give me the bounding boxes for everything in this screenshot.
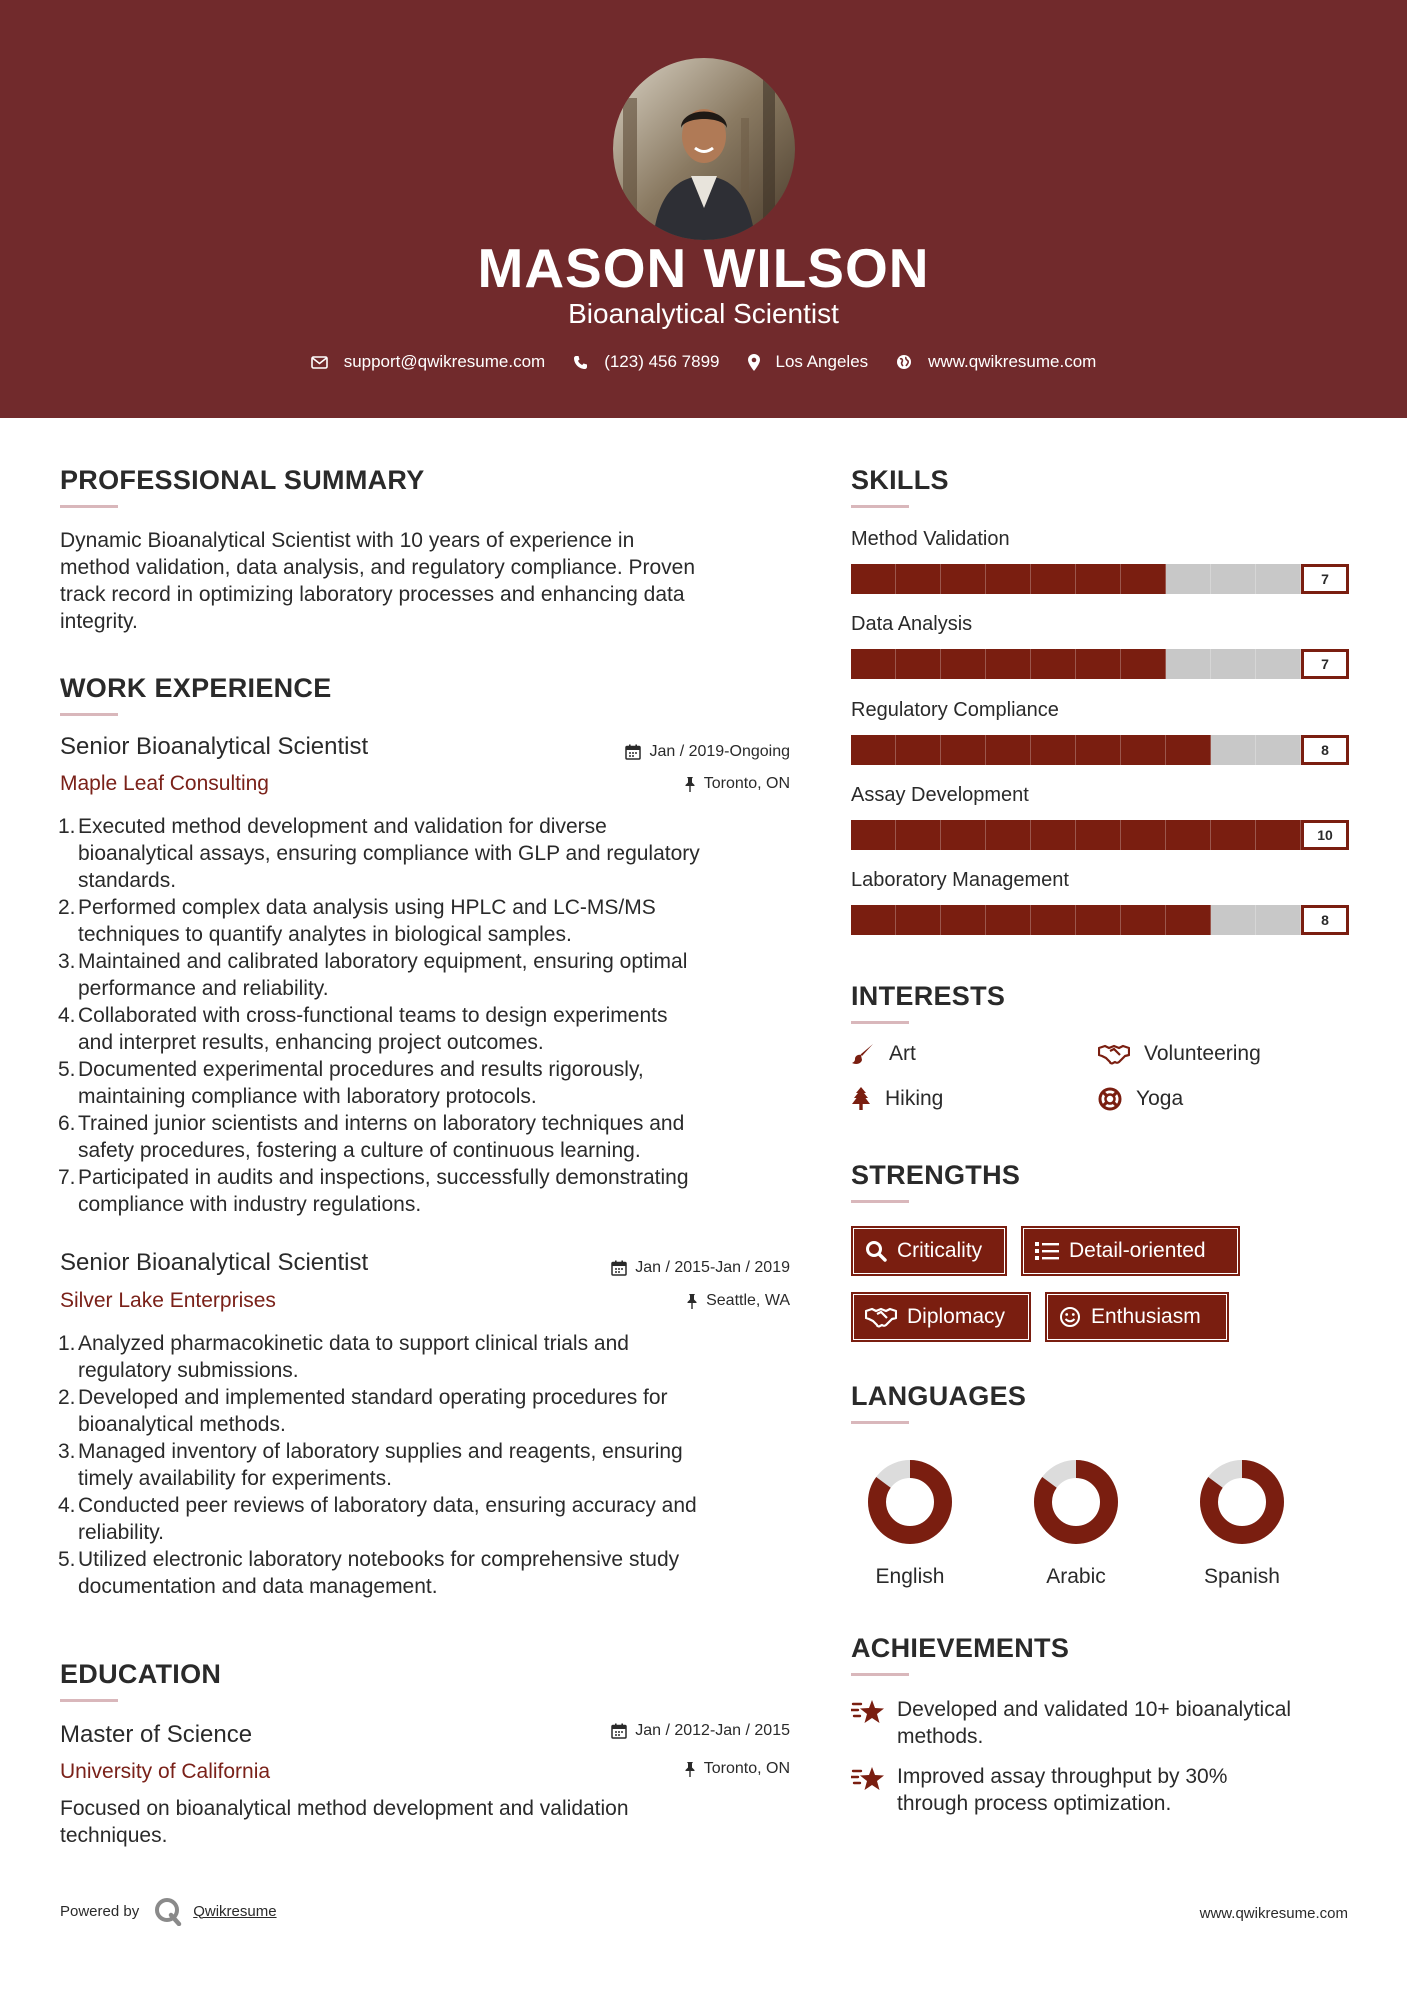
skill-bar-segment <box>1076 564 1121 594</box>
experience-title: WORK EXPERIENCE <box>60 673 332 703</box>
list-item: 7. Participated in audits and inspections, successfully demonstrating compliance with industry regulations. <box>58 1166 689 1216</box>
list-item: 2. Developed and implemented standard operating procedures for bioanalytical methods. <box>58 1386 668 1436</box>
contact-phone[interactable] <box>573 352 719 372</box>
skill-bar-segment <box>1166 649 1211 679</box>
skill-bar-segment <box>1031 649 1076 679</box>
strength-label: Criticality <box>897 1239 983 1262</box>
calendar-icon <box>611 1260 627 1276</box>
skill-bar-segment <box>1211 905 1256 935</box>
skill-level-value: 7 <box>1301 564 1349 594</box>
skill-bar-segment <box>896 735 941 765</box>
skill-bar-segment <box>1076 820 1121 850</box>
contact-location <box>748 352 869 372</box>
education-location-text: Toronto, ON <box>703 1760 790 1777</box>
interest-hiking <box>851 1087 943 1111</box>
phone-icon <box>573 355 588 370</box>
powered-by-text: Powered by <box>60 1902 140 1920</box>
job-responsibilities <box>60 1330 805 1600</box>
achievement-item: Developed and validated 10+ bioanalytical methods. <box>851 1696 1371 1750</box>
skill-bar-segment <box>1031 820 1076 850</box>
skills-title: SKILLS <box>851 465 949 495</box>
skill-bar-segment <box>1076 905 1121 935</box>
education-title: EDUCATION <box>60 1659 222 1689</box>
tree-icon <box>851 1087 871 1111</box>
skill-bar-segment <box>941 735 986 765</box>
skill-bar <box>851 735 1349 765</box>
list-item: 1. Executed method development and validation for diverse bioanalytical assays, ensuring compliance with GLP and regulatory standards. <box>58 815 700 892</box>
interest-label: Volunteering <box>1144 1042 1261 1065</box>
strength-label: Enthusiasm <box>1091 1305 1201 1328</box>
handshake-icon <box>1098 1043 1130 1065</box>
skill-bar-segment <box>1076 649 1121 679</box>
list-item: 2. Performed complex data analysis using HPLC and LC-MS/MS techniques to quantify analytes in biological samples. <box>58 896 656 946</box>
pushpin-icon <box>686 1293 698 1309</box>
education-underline <box>60 1699 118 1702</box>
language-donut <box>1032 1458 1120 1546</box>
skill-bar-segment <box>986 820 1031 850</box>
skill-bar-segment <box>1121 564 1166 594</box>
skill-label: Assay Development <box>851 784 1029 806</box>
lifebuoy-icon <box>1098 1087 1122 1111</box>
skill-bar-segment <box>986 735 1031 765</box>
skill-bar-segment <box>1211 649 1256 679</box>
skill-bar-segment <box>941 564 986 594</box>
skill-bar <box>851 564 1349 594</box>
job-date-text: Jan / 2015-Jan / 2019 <box>635 1259 790 1276</box>
skill-bar-segment <box>851 735 896 765</box>
skill-bar-segment <box>1121 820 1166 850</box>
list-icon <box>1035 1241 1059 1261</box>
summary-line: method validation, data analysis, and regulatory compliance. Proven <box>60 556 696 579</box>
summary-line: integrity. <box>60 610 138 633</box>
list-item: 6. Trained junior scientists and interns on laboratory techniques and safety procedures, fostering a culture of continuous learning. <box>58 1112 685 1162</box>
school-name: University of California <box>60 1760 271 1783</box>
degree-title: Master of Science <box>60 1721 253 1748</box>
languages-underline <box>851 1421 909 1424</box>
skill-level-value: 10 <box>1301 820 1349 850</box>
languages-title: LANGUAGES <box>851 1381 1027 1411</box>
skill-bar-segment <box>1121 735 1166 765</box>
skill-bar-segment <box>1121 649 1166 679</box>
skill-bar-segment <box>896 820 941 850</box>
language-donut <box>866 1458 954 1546</box>
map-pin-icon <box>748 354 760 371</box>
skill-bar-segment <box>986 564 1031 594</box>
contact-phone-text: (123) 456 7899 <box>604 352 720 371</box>
list-item: 3. Managed inventory of laboratory supplies and reagents, ensuring timely availability for experiments. <box>58 1440 683 1490</box>
contact-bar <box>0 352 1407 372</box>
summary-title: PROFESSIONAL SUMMARY <box>60 465 425 495</box>
skills-underline <box>851 505 909 508</box>
language-arabic <box>1016 1458 1136 1589</box>
company-name: Maple Leaf Consulting <box>60 772 269 795</box>
skill-label: Laboratory Management <box>851 869 1069 891</box>
skill-bar <box>851 649 1349 679</box>
qwikresume-link[interactable]: Qwikresume <box>193 1902 277 1920</box>
footer-powered-by <box>60 1896 277 1926</box>
list-item: 4. Collaborated with cross-functional teams to design experiments and interpret results, enhancing project outcomes. <box>58 1004 668 1054</box>
strengths-underline <box>851 1200 909 1203</box>
strength-chip <box>851 1292 1031 1342</box>
interest-volunteering <box>1098 1042 1261 1066</box>
skill-label: Data Analysis <box>851 613 973 635</box>
company-name: Silver Lake Enterprises <box>60 1289 276 1312</box>
job-date <box>540 1259 790 1277</box>
contact-email-text: support@qwikresume.com <box>343 352 546 371</box>
strength-chip <box>1021 1226 1240 1276</box>
job-location-text: Toronto, ON <box>703 775 790 792</box>
summary-text <box>60 527 800 635</box>
list-item: 5. Documented experimental procedures and results rigorously, maintaining compliance with laboratory protocols. <box>58 1058 644 1108</box>
interests-underline <box>851 1021 909 1024</box>
qwikresume-logo-icon <box>153 1896 183 1926</box>
strength-label: Detail-oriented <box>1069 1239 1206 1262</box>
skill-bar-segment <box>1166 735 1211 765</box>
skill-bar-segment <box>1256 649 1301 679</box>
interest-yoga <box>1098 1087 1183 1111</box>
skill-bar-segment <box>1166 905 1211 935</box>
skill-bar-segment <box>896 564 941 594</box>
summary-underline <box>60 505 118 508</box>
skill-bar-segment <box>1256 735 1301 765</box>
envelope-icon <box>311 356 328 369</box>
footer-website[interactable]: www.qwikresume.com <box>1199 1905 1348 1922</box>
skill-bar-segment <box>1031 905 1076 935</box>
skill-bar-segment <box>1256 564 1301 594</box>
education-date <box>540 1722 790 1740</box>
skill-bar-segment <box>1076 735 1121 765</box>
skill-level-value: 8 <box>1301 905 1349 935</box>
job-responsibilities <box>60 813 805 1218</box>
list-item: 4. Conducted peer reviews of laboratory data, ensuring accuracy and reliability. <box>58 1494 697 1544</box>
pushpin-icon <box>684 776 696 792</box>
job-location-text: Seattle, WA <box>706 1292 790 1309</box>
skill-bar-segment <box>1166 564 1211 594</box>
job-location <box>560 775 790 793</box>
achievements-underline <box>851 1673 909 1676</box>
paintbrush-icon <box>851 1042 875 1066</box>
job-location <box>560 1292 790 1310</box>
profile-photo <box>613 58 795 240</box>
globe-icon <box>896 354 912 370</box>
contact-website-text: www.qwikresume.com <box>928 352 1097 371</box>
interests-title: INTERESTS <box>851 981 1006 1011</box>
interest-label: Yoga <box>1136 1087 1184 1110</box>
summary-line: track record in optimizing laboratory processes and enhancing data <box>60 583 685 606</box>
skill-bar-segment <box>1211 735 1256 765</box>
interest-label: Art <box>889 1042 916 1065</box>
language-label: Arabic <box>1046 1565 1106 1588</box>
skill-bar-segment <box>1211 564 1256 594</box>
calendar-icon <box>625 744 641 760</box>
skill-bar-segment <box>1211 820 1256 850</box>
job-date <box>560 743 790 761</box>
job-title: Senior Bioanalytical Scientist <box>60 733 369 760</box>
skill-level-value: 8 <box>1301 735 1349 765</box>
contact-website[interactable] <box>896 352 1096 372</box>
strength-chip <box>1045 1292 1229 1342</box>
skill-bar-segment <box>941 820 986 850</box>
skill-label: Regulatory Compliance <box>851 699 1059 721</box>
skill-bar-segment <box>896 905 941 935</box>
achievements-title: ACHIEVEMENTS <box>851 1633 1070 1663</box>
education-location <box>560 1760 790 1778</box>
skill-bar-segment <box>1121 905 1166 935</box>
skill-bar-segment <box>1166 820 1211 850</box>
contact-location-text: Los Angeles <box>775 352 869 371</box>
candidate-name: MASON WILSON <box>477 237 930 299</box>
skill-bar-segment <box>851 820 896 850</box>
summary-line: Dynamic Bioanalytical Scientist with 10 years of experience in <box>60 529 635 552</box>
strength-label: Diplomacy <box>907 1305 1006 1328</box>
skill-bar-segment <box>1031 564 1076 594</box>
contact-email[interactable] <box>311 352 546 372</box>
list-item: 5. Utilized electronic laboratory notebooks for comprehensive study documentation and data management. <box>58 1548 680 1598</box>
job-title: Senior Bioanalytical Scientist <box>60 1249 369 1276</box>
language-label: Spanish <box>1204 1565 1280 1588</box>
magnifier-icon <box>865 1240 887 1262</box>
education-description: Focused on bioanalytical method development and validation techniques. <box>60 1797 629 1847</box>
skill-label: Method Validation <box>851 528 1010 550</box>
skill-bar-segment <box>851 649 896 679</box>
language-spanish <box>1182 1458 1302 1589</box>
skill-bar-segment <box>851 905 896 935</box>
skill-bar-segment <box>941 649 986 679</box>
interest-label: Hiking <box>885 1087 944 1110</box>
interest-art <box>851 1042 916 1066</box>
skill-bar <box>851 820 1349 850</box>
star-icon <box>851 1698 885 1726</box>
calendar-icon <box>611 1723 627 1739</box>
education-date-text: Jan / 2012-Jan / 2015 <box>635 1722 790 1739</box>
language-label: English <box>875 1565 945 1588</box>
resume-header <box>0 0 1407 418</box>
list-item: 1. Analyzed pharmacokinetic data to support clinical trials and regulatory submissions. <box>58 1332 629 1382</box>
star-icon <box>851 1765 885 1793</box>
strengths-title: STRENGTHS <box>851 1160 1021 1190</box>
experience-underline <box>60 713 118 716</box>
skill-bar-segment <box>941 905 986 935</box>
achievement-item: Improved assay throughput by 30% through process optimization. <box>851 1763 1371 1817</box>
candidate-role: Bioanalytical Scientist <box>568 298 839 329</box>
skill-bar-segment <box>851 564 896 594</box>
skill-bar-segment <box>1256 905 1301 935</box>
skill-level-value: 7 <box>1301 649 1349 679</box>
language-english <box>850 1458 970 1589</box>
skill-bar-segment <box>1256 820 1301 850</box>
skill-bar-segment <box>986 905 1031 935</box>
smiley-icon <box>1059 1306 1081 1328</box>
skill-bar-segment <box>896 649 941 679</box>
skill-bar <box>851 905 1349 935</box>
job-date-text: Jan / 2019-Ongoing <box>649 743 790 760</box>
skill-bar-segment <box>986 649 1031 679</box>
skill-bar-segment <box>1031 735 1076 765</box>
handshake-icon <box>865 1306 897 1328</box>
language-donut <box>1198 1458 1286 1546</box>
strength-chip <box>851 1226 1007 1276</box>
pushpin-icon <box>684 1761 696 1777</box>
list-item: 3. Maintained and calibrated laboratory equipment, ensuring optimal performance and reliability. <box>58 950 688 1000</box>
